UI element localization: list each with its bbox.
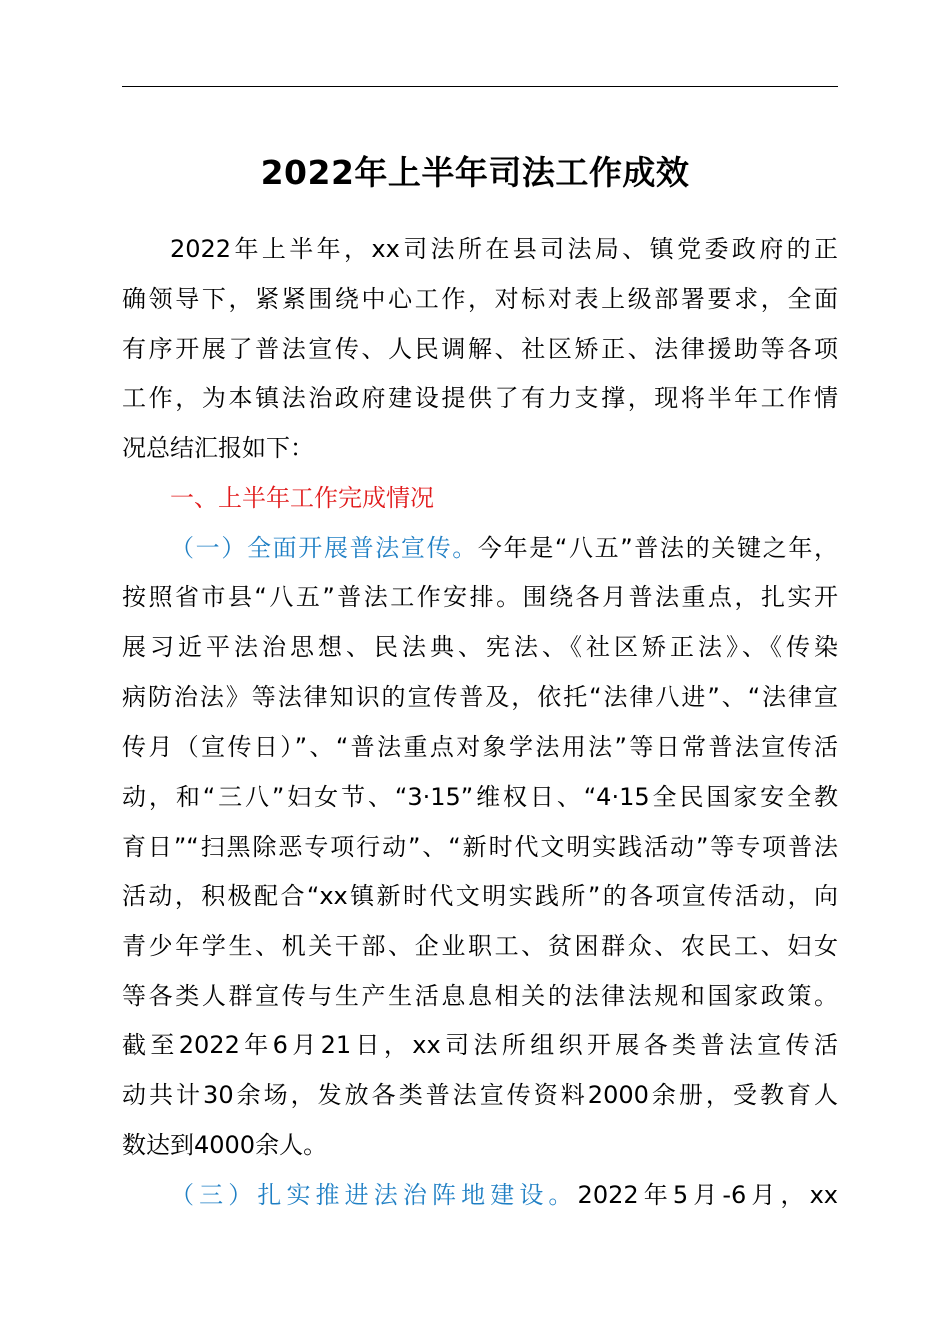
subsection-text: 今年是“八五”普法的关键之年， xyxy=(477,534,838,562)
paragraph-line: 按照省市县“八五”普法工作安排。围绕各月普法重点，扎实开 xyxy=(122,583,838,611)
subsection-heading: （三）扎实推进法治阵地建设。 xyxy=(170,1181,578,1209)
paragraph-line: 传月（宣传日）”、“普法重点对象学法用法”等日常普法宣传活 xyxy=(122,733,838,761)
paragraph-line: 展习近平法治思想、民法典、宪法、《社区矫正法》、《传染 xyxy=(122,633,838,661)
section-heading: 一、上半年工作完成情况 xyxy=(170,484,434,512)
subsection-heading: （一）全面开展普法宣传。 xyxy=(170,534,478,562)
paragraph-line: 截至2022年6月21日，xx司法所组织开展各类普法宣传活 xyxy=(122,1031,838,1059)
subsection-line xyxy=(170,1178,838,1212)
paragraph-line: 动共计30余场，发放各类普法宣传资料2000余册，受教育人 xyxy=(122,1081,838,1109)
paragraph-line: 育日”“扫黑除恶专项行动”、“新时代文明实践活动”等专项普法 xyxy=(122,833,838,861)
header-rule xyxy=(122,86,838,87)
paragraph-line: 有序开展了普法宣传、人民调解、社区矫正、法律援助等各项 xyxy=(122,335,838,363)
paragraph-line: 病防治法》等法律知识的宣传普及，依托“法律八进”、“法律宣 xyxy=(122,683,838,711)
paragraph-line: 活动，积极配合“xx镇新时代文明实践所”的各项宣传活动，向 xyxy=(122,882,838,910)
paragraph-line: 等各类人群宣传与生产生活息息相关的法律法规和国家政策。 xyxy=(122,982,838,1010)
paragraph-line: 况总结汇报如下： xyxy=(122,434,314,462)
paragraph-line: 动，和“三八”妇女节、“3·15”维权日、“4·15全民国家安全教 xyxy=(122,783,838,811)
paragraph-line: 工作，为本镇法治政府建设提供了有力支撑，现将半年工作情 xyxy=(122,384,838,412)
paragraph-line: 数达到4000余人。 xyxy=(122,1131,328,1159)
subsection-line xyxy=(170,531,838,565)
document-title: 2022年上半年司法工作成效 xyxy=(260,153,690,192)
subsection-text: 2022年5月-6月，xx xyxy=(577,1181,839,1209)
paragraph-line: 2022年上半年，xx司法所在县司法局、镇党委政府的正 xyxy=(170,235,838,263)
paragraph-line: 青少年学生、机关干部、企业职工、贫困群众、农民工、妇女 xyxy=(122,932,838,960)
paragraph-line: 确领导下，紧紧围绕中心工作，对标对表上级部署要求，全面 xyxy=(122,285,838,313)
